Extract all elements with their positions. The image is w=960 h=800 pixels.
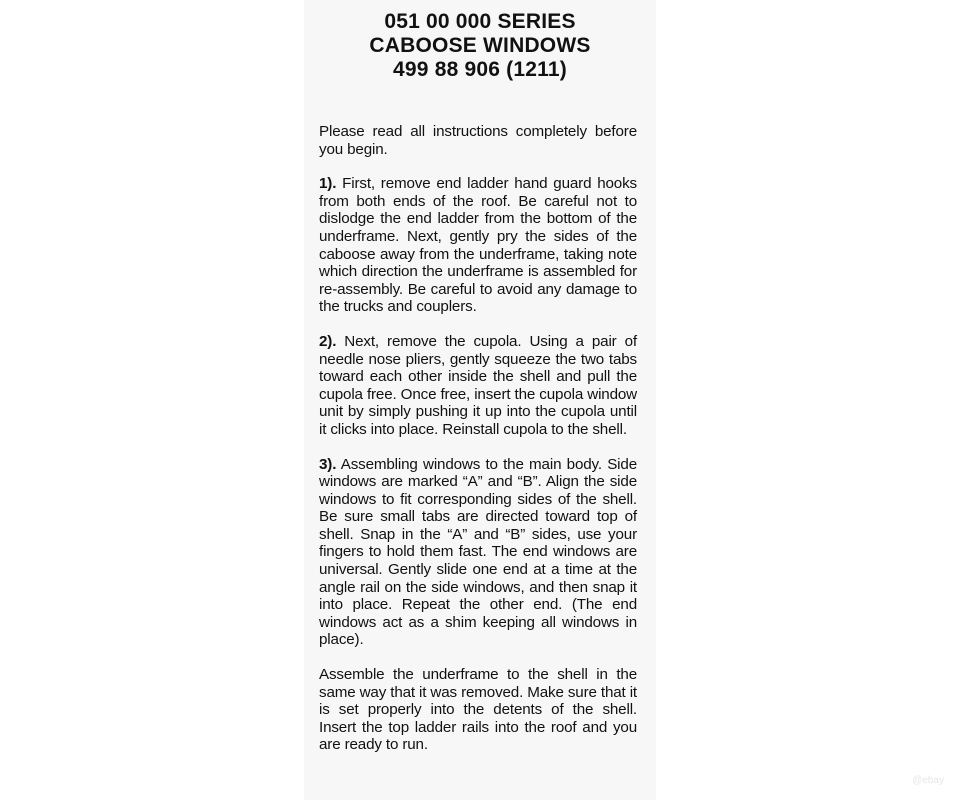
step-3-number: 3).	[319, 455, 337, 473]
instructions-body	[319, 123, 637, 771]
title-part-number: 499 88 906 (1211)	[393, 58, 567, 81]
closing-paragraph: Assemble the underframe to the shell in the same way that it was removed. Make sure that it is set properly into the detents of the shell. Insert the top ladder rails into the roof and you are ready to run.	[319, 666, 637, 754]
intro-paragraph: Please read all instructions completely before you begin.	[319, 123, 637, 158]
step-3-text: Assembling windows to the main body. Side windows are marked “A” and “B”. Align the side windows to fit corresponding sides of the shell. Be sure small tabs are directed toward top of shell. Snap in the “A” and “B” sides, use your fingers to hold them fast. The end windows are universal. Gently slide one end at a time at the angle rail on the side windows, and then snap it into place. Repeat the other end. (The end windows act as a shim keeping all windows in place).	[319, 455, 637, 649]
watermark: @ebay	[912, 775, 944, 786]
step-1-paragraph	[319, 175, 637, 316]
step-2-paragraph	[319, 333, 637, 439]
step-1-text: First, remove end ladder hand guard hooks from both ends of the roof. Be careful not to dislodge the end ladder from the bottom of the underframe. Next, gently pry the sides of the caboose away from the underframe, taking note which direction the underframe is assembled for re-assembly. Be careful to avoid any damage to the trucks and couplers.	[319, 175, 637, 316]
title-series: 051 00 000 SERIES	[384, 10, 576, 33]
step-3-paragraph	[319, 456, 637, 650]
document-header	[304, 10, 656, 82]
step-2-text: Next, remove the cupola. Using a pair of needle nose pliers, gently squeeze the two tabs toward each other inside the shell and pull the cupola free. Once free, insert the cupola window unit by simply pushing it up into the cupola until it clicks into place. Reinstall cupola to the shell.	[319, 332, 637, 438]
step-2-number: 2).	[319, 332, 337, 350]
step-1-number: 1).	[319, 175, 337, 193]
title-product: CABOOSE WINDOWS	[369, 34, 591, 57]
